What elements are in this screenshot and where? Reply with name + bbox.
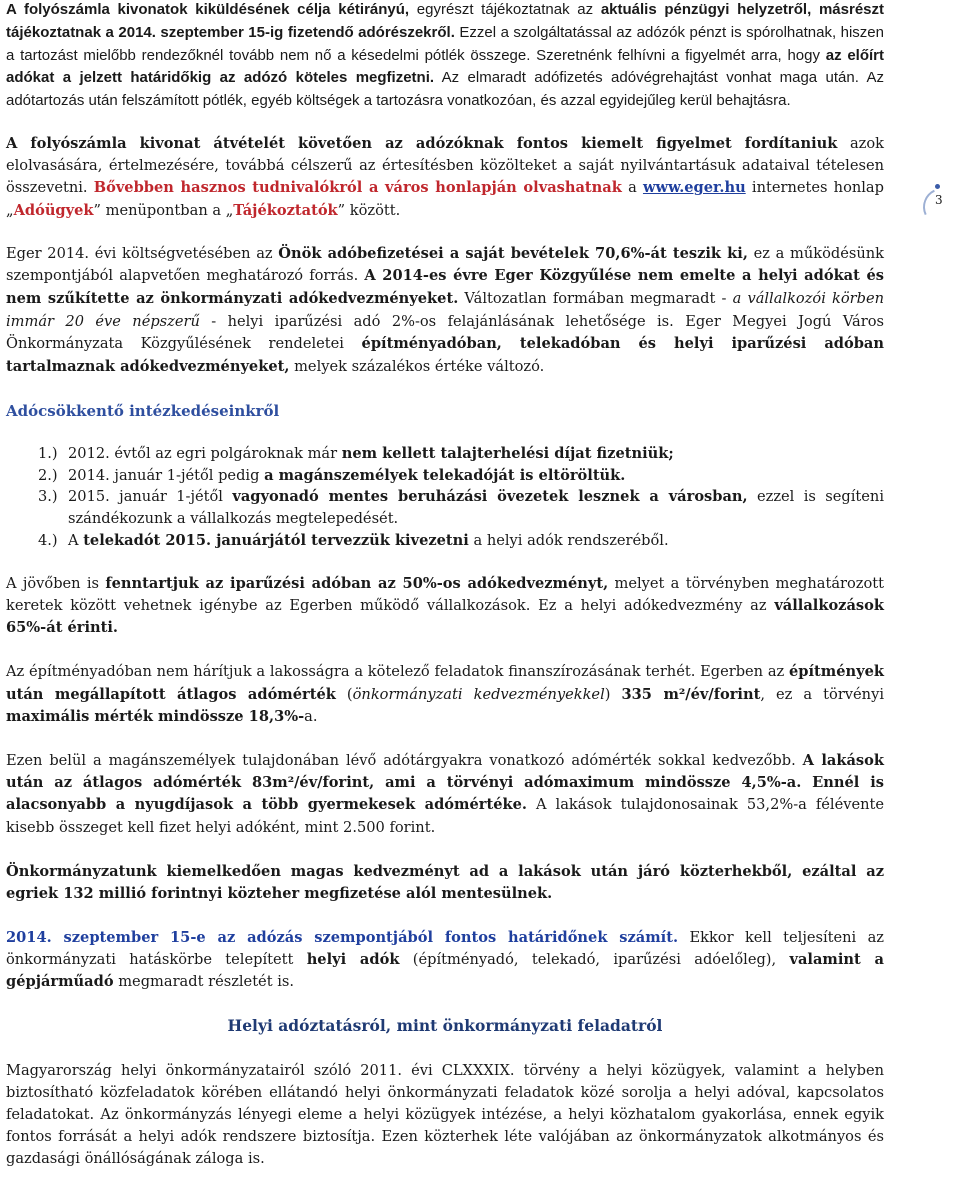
paragraph-exemption: Önkormányzatunk kiemelkedően magas kedvezményt ad a lakások után járó közterhekből, ezáltal az egriek 132 millió forintnyi közteher megfizetése alól mentesülnek.	[6, 862, 884, 903]
paragraph-budget: Eger 2014. évi költségvetésében az Önök adóbefizetései a saját bevételek 70,6%-át teszik ki, ez a működésünk szempontjából alapvetően meghatározó forrás. A 2014-es évre Eger Közgyűlése nem emelte a helyi adókat és nem szűkítette az önkormányzati adókedvezményeket. Változatlan formában megmaradt - a vállalkozói körben immár 20 éve népszerű - helyi iparűzési adó 2%-os felajánlásának lehetősége is. Eger Megyei Jogú Város Önkormányzata Közgyűlésének rendeletei építményadóban, telekadóban és helyi iparűzési adóban tartalmaznak adókedvezményeket, melyek százalékos értéke változó.	[6, 244, 885, 375]
tax-cut-list	[6, 443, 884, 552]
section-heading-local-taxation: Helyi adóztatásról, mint önkormányzati feladatról	[227, 1016, 663, 1036]
website-link[interactable]: www.eger.hu	[642, 179, 746, 197]
page-number-badge	[919, 186, 959, 216]
spacer	[6, 639, 884, 661]
paragraph-building-tax: Az építményadóban nem hárítjuk a lakosságra a kötelező feladatok finanszírozásának terhét. Egerben az építmények után megállapított átlagos adómérték (önkormányzati kedvezményekkel) 335 m²/év/forint, ez a törvényi maximális mérték mindössze 18,3%-a.	[6, 663, 884, 725]
paragraph-statement-review: A folyószámla kivonat átvételét követően az adózóknak fontos kiemelt figyelmet fordítaniuk azok elolvasására, értelmezésére, továbbá célszerű az értesítésben közölteket a saját nyilvántartásuk adataival tételesen összevetni. Bővebben hasznos tudnivalókról a város honlapján olvashatnak a www.eger.hu internetes honlap „Adóügyek” menüpontban a „Tájékoztatók” között.	[6, 134, 885, 219]
spacer	[6, 839, 884, 861]
list-item: 3.) 2015. január 1-jétől vagyonadó mentes beruházási övezetek lesznek a városban, ezzel is segíteni szándékozunk a vállalkozás megtelepedését.	[38, 488, 884, 528]
document-page	[6, 0, 884, 1171]
spacer	[6, 423, 884, 443]
page-number: 3	[935, 193, 943, 207]
section-heading-tax-cuts: Adócsökkentő intézkedéseinkről	[6, 402, 280, 421]
spacer	[6, 113, 884, 133]
spacer	[6, 222, 884, 243]
paragraph-deadline: 2014. szeptember 15-e az adózás szempontjából fontos határidőnek számít. Ekkor kell teljesíteni az önkormányzati hatáskörbe telepített helyi adók (építményadó, telekadó, iparűzési adóelőleg), valamint a gépjárműadó megmaradt részletét is.	[6, 928, 884, 990]
paragraph-account-statement: A folyószámla kivonatok kiküldésének célja kétirányú, egyrészt tájékoztatnak az aktuális pénzügyi helyzetről, másrészt tájékoztatnak a 2014. szeptember 15-ig fizetendő adórészekről. Ezzel a szolgáltatással az adózók pénzt is spórolhatnak, hiszen a tartozást mielőbb rendezőknél tovább nem nő a késedelmi pótlék összege. Szeretnénk felhívni a figyelmét arra, hogy az előírt adókat a jelzett határidőkig az adózó köteles megfizetni. Az elmaradt adófizetés adóvégrehajtást vonhat maga után. Az adótartozás után felszámított pótlék, egyéb költségek a tartozásra vonatkozóan, és azzal egyidejűleg kerül behajtásra.	[6, 1, 885, 110]
list-item: 4.) A telekadót 2015. januárjától tervezzük kivezetni a helyi adók rendszeréből.	[38, 531, 669, 549]
spacer	[6, 993, 884, 1015]
spacer	[6, 906, 884, 927]
list-item: 1.) 2012. évtől az egri polgároknak már nem kellett talajterhelési díjat fizetniük;	[38, 444, 674, 462]
paragraph-private-owners: Ezen belül a magánszemélyek tulajdonában lévő adótárgyakra vonatkozó adómérték sokkal kedvezőbb. A lakások után az átlagos adómérték 83m²/év/forint, ami a törvényi adómaximum mindössze 4,5%-a. Ennél is alacsonyabb a nyugdíjasok a több gyermekesek adómértéke. A lakások tulajdonosainak 53,2%-a félévente kisebb összeget kell fizet helyi adóként, mint 2.500 forint.	[6, 751, 884, 836]
spacer	[6, 728, 884, 750]
list-item: 2.) 2014. január 1-jétől pedig a magánszemélyek telekadóját is eltöröltük.	[38, 466, 626, 484]
paragraph-business-tax: A jövőben is fenntartjuk az iparűzési adóban az 50%-os adókedvezményt, melyet a törvényben meghatározott keretek között vehetnek igénybe az Egerben működő vállalkozások. Ez a helyi adókedvezmény az vállalkozások 65%-át érinti.	[6, 574, 884, 637]
paragraph-legal-basis: Magyarország helyi önkormányzatairól szóló 2011. évi CLXXXIX. törvény a helyi közügyek, valamint a helyben biztosítható közfeladatok körében ellátandó helyi önkormányzati feladatok közé sorolja a helyi adóval, kapcsolatos feladatokat. Az önkormányzás lényegi eleme a helyi közügyek intézése, a helyi közhatalom gyakorlása, ennek egyik fontos forrását a helyi adók rendszere biztosítja. Ezen közterhek léte valójában az önkormányzatok alkotmányos és gazdasági önállóságának záloga is.	[6, 1061, 884, 1168]
spacer	[6, 378, 884, 400]
spacer	[6, 1038, 884, 1060]
decorative-arc-icon	[918, 183, 960, 232]
decorative-dot-icon	[935, 184, 940, 189]
spacer	[6, 552, 884, 573]
